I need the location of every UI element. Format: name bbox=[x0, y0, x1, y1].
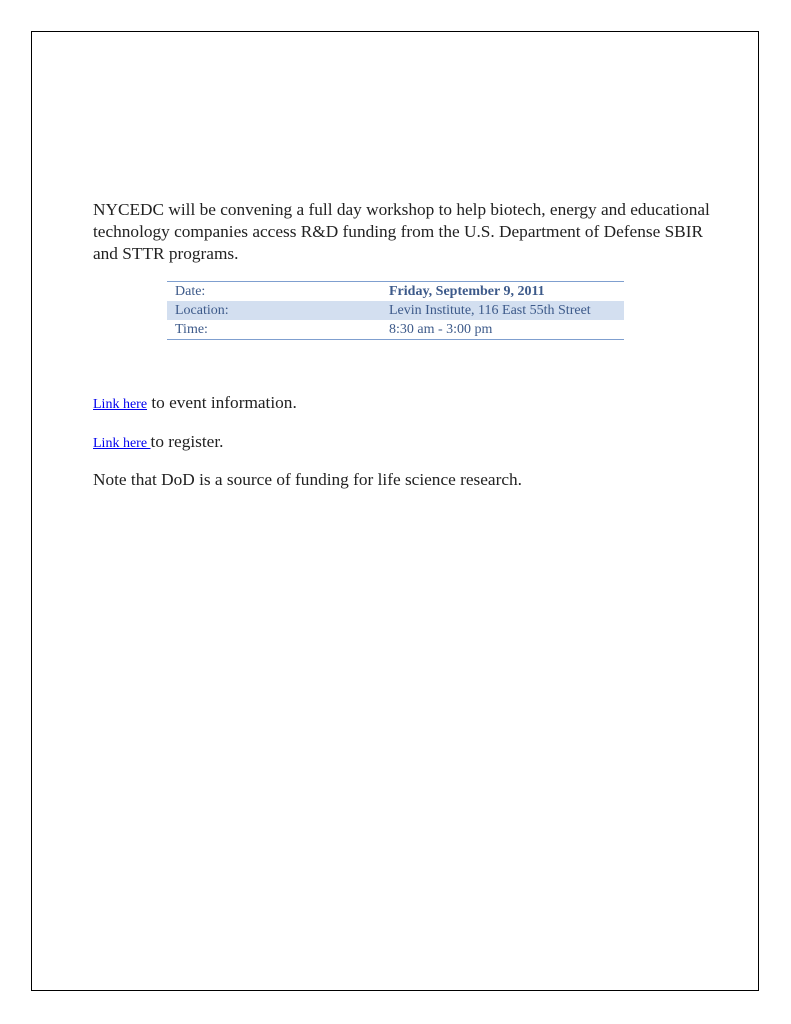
event-info-line bbox=[93, 392, 297, 416]
table-row-time bbox=[167, 320, 624, 340]
event-info-text: to event information. bbox=[147, 393, 297, 412]
event-details-table bbox=[167, 281, 624, 340]
event-info-link[interactable]: Link here bbox=[93, 397, 148, 412]
register-text: to register. bbox=[150, 432, 224, 451]
location-label: Location: bbox=[167, 301, 381, 320]
date-value: Friday, September 9, 2011 bbox=[389, 284, 545, 299]
page-border bbox=[31, 31, 759, 991]
register-line bbox=[93, 431, 223, 455]
table-row-date bbox=[167, 282, 624, 302]
time-value: 8:30 am - 3:00 pm bbox=[389, 322, 493, 337]
register-link[interactable]: Link here bbox=[93, 436, 151, 451]
location-value: Levin Institute, 116 East 55th Street bbox=[381, 301, 624, 320]
time-label: Time: bbox=[175, 322, 208, 337]
note-paragraph: Note that DoD is a source of funding for life science research. bbox=[93, 470, 522, 489]
intro-paragraph: NYCEDC will be convening a full day workshop to help biotech, energy and educational technology companies access R&D funding from the U.S. Department of Defense SBIR and STTR programs. bbox=[93, 200, 710, 263]
table-row-location bbox=[167, 301, 624, 320]
date-label: Date: bbox=[175, 284, 206, 299]
